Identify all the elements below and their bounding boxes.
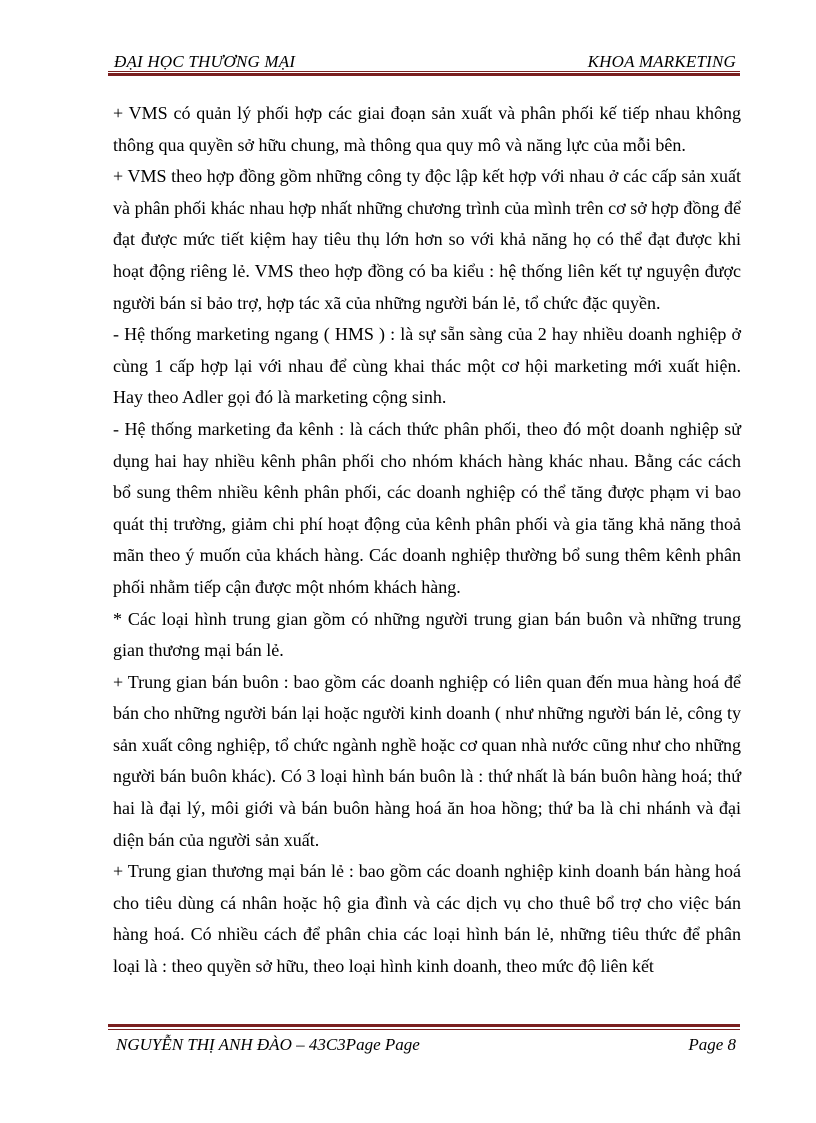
paragraph: + VMS theo hợp đồng gồm những công ty độc lập kết hợp với nhau ở các cấp sản xuất và phân phối khác nhau hợp nhất những chương trình của mình trên cơ sở hợp đồng để đạt được mức tiết kiệm hay tiêu thụ lớn hơn so với khả năng họ có thể đạt được khi hoạt động riêng lẻ. VMS theo hợp đồng có ba kiểu : hệ thống liên kết tự nguyện được người bán sỉ bảo trợ, hợp tác xã của những người bán lẻ, tổ chức đặc quyền. xyxy=(113,166,741,313)
paragraph: + VMS có quản lý phối hợp các giai đoạn sản xuất và phân phối kế tiếp nhau không thông qua quyền sở hữu chung, mà thông qua quy mô và năng lực của mỗi bên. xyxy=(113,103,741,155)
body-text xyxy=(113,98,741,983)
header-university: ĐẠI HỌC THƯƠNG MẠI xyxy=(114,52,296,71)
footer-rule xyxy=(108,1024,740,1030)
header-rule xyxy=(108,71,740,76)
paragraph: - Hệ thống marketing ngang ( HMS ) : là sự sẵn sàng của 2 hay nhiều doanh nghiệp ở cùng 1 cấp hợp lại với nhau để cùng khai thác một cơ hội marketing mới xuất hiện. Hay theo Adler gọi đó là marketing cộng sinh. xyxy=(113,324,741,408)
paragraph: + Trung gian bán buôn : bao gồm các doanh nghiệp có liên quan đến mua hàng hoá để bán cho những người bán lại hoặc người kinh doanh ( như những người bán lẻ, công ty sản xuất công nghiệp, tổ chức ngành nghề hoặc cơ quan nhà nước cũng như cho những người bán buôn khác). Có 3 loại hình bán buôn là : thứ nhất là bán buôn hàng hoá; thứ hai là đại lý, môi giới và bán buôn hàng hoá ăn hoa hồng; thứ ba là chi nhánh và đại diện bán của người sản xuất. xyxy=(113,671,741,850)
paragraph: * Các loại hình trung gian gồm có những người trung gian bán buôn và những trung gian thương mại bán lẻ. xyxy=(113,608,741,661)
footer-author: NGUYỄN THỊ ANH ĐÀO – 43C3Page Page xyxy=(116,1035,420,1054)
header-faculty: KHOA MARKETING xyxy=(587,52,736,71)
page-footer xyxy=(108,1033,740,1057)
paragraph: + Trung gian thương mại bán lẻ : bao gồm các doanh nghiệp kinh doanh bán hàng hoá cho tiêu dùng cá nhân hoặc hộ gia đình và các dịch vụ cho thuê bổ trợ cho việc bán hàng hoá. Có nhiều cách để phân chia các loại hình bán lẻ, những tiêu thức để phân loại là : theo quyền sở hữu, theo loại hình kinh doanh, theo mức độ liên kết xyxy=(113,861,741,977)
page-number: Page 8 xyxy=(688,1035,736,1054)
paragraph: - Hệ thống marketing đa kênh : là cách thức phân phối, theo đó một doanh nghiệp sử dụng hai hay nhiều kênh phân phối cho nhóm khách hàng khác nhau. Bằng các cách bổ sung thêm nhiều kênh phân phối, các doanh nghiệp có thể tăng được phạm vi bao quát thị trường, giảm chi phí hoạt động của kênh phân phối và gia tăng khả năng thoả mãn theo ý muốn của khách hàng. Các doanh nghiệp thường bổ sung thêm kênh phân phối nhằm tiếp cận được một nhóm khách hàng. xyxy=(113,418,741,597)
